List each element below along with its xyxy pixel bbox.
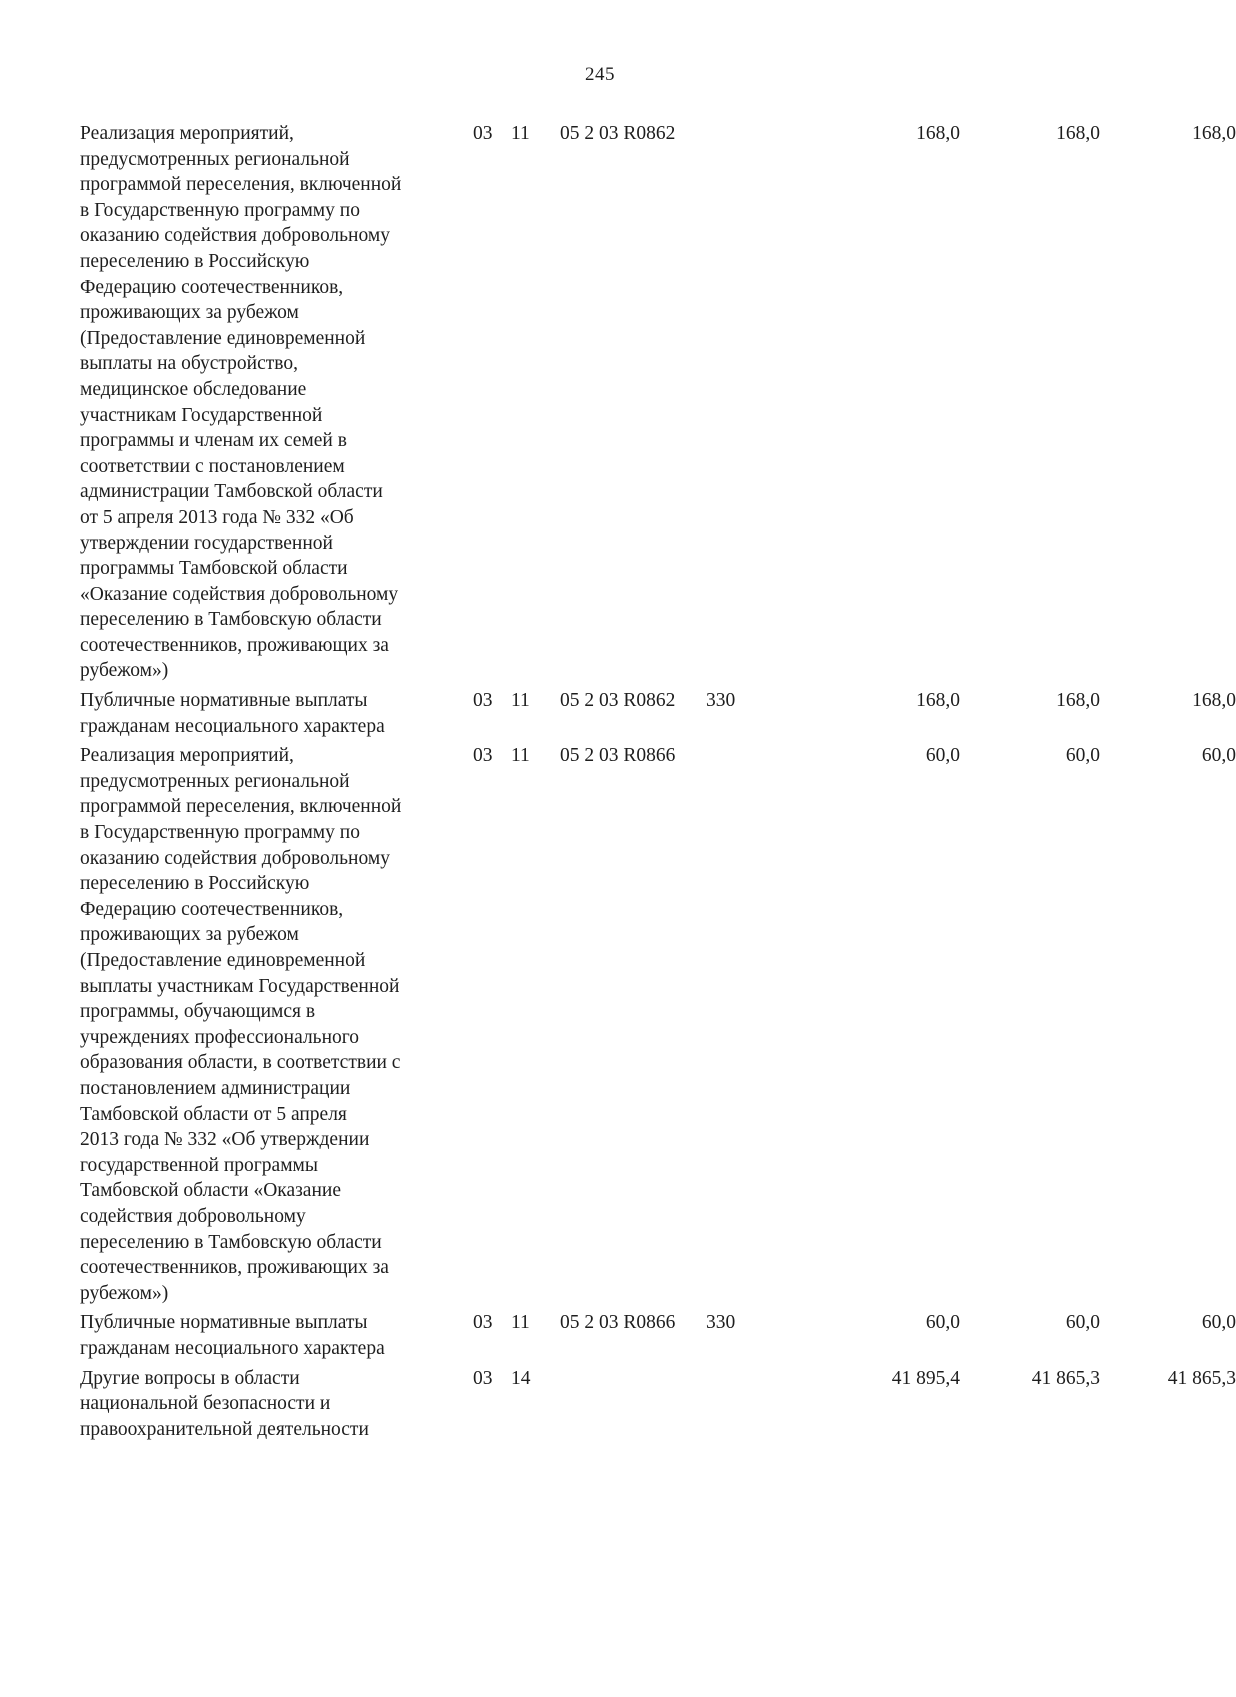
amount-year-3: 41 865,3 <box>1167 1367 1236 1389</box>
table-row <box>80 1366 1236 1443</box>
target-article-code: 05 2 03 R0866 <box>560 1312 676 1334</box>
expense-type-code: 330 <box>706 690 736 712</box>
row-description: Публичные нормативные выплаты гражданам несоциального характера <box>80 1312 385 1359</box>
table-row <box>80 121 1236 684</box>
table-row <box>80 688 1236 739</box>
subsection-code: 11 <box>511 1312 530 1334</box>
amount-year-3: 168,0 <box>1192 123 1236 144</box>
row-description: Публичные нормативные выплаты гражданам несоциального характера <box>80 690 385 737</box>
expense-type-code: 330 <box>706 1312 736 1334</box>
amount-year-1: 60,0 <box>925 1312 960 1334</box>
amount-year-2: 60,0 <box>1065 1312 1100 1334</box>
amount-year-1: 60,0 <box>925 745 960 767</box>
amount-year-3: 60,0 <box>1201 745 1236 767</box>
table-row <box>80 1310 1236 1361</box>
amount-year-1: 168,0 <box>916 123 960 144</box>
amount-year-1: 168,0 <box>916 690 960 712</box>
target-article-code: 05 2 03 R0862 <box>560 123 676 144</box>
amount-year-2: 41 865,3 <box>1031 1367 1100 1389</box>
amount-year-2: 168,0 <box>1056 690 1100 712</box>
target-article-code: 05 2 03 R0862 <box>560 690 676 712</box>
table-row <box>80 743 1236 1306</box>
section-code: 03 <box>473 745 493 767</box>
amount-year-3: 60,0 <box>1201 1312 1236 1334</box>
budget-table <box>80 121 1236 1446</box>
subsection-code: 11 <box>511 123 530 144</box>
row-description: Реализация мероприятий, предусмотренных региональной программой переселения, включенной в Государственную программу по оказанию содействия добровольному переселению в Российскую Федерацию соотечественников, проживающих за рубежом (Предоставление единовременной выплаты на обустройство, медицинское обследование участникам Государственной программы и членам их семей в соответствии с постановлением администрации Тамбовской области от 5 апреля 2013 года № 332 «Об утверждении государственной программы Тамбовской области «Оказание содействия добровольному переселению в Тамбовскую области соотечественников, проживающих за рубежом») <box>80 123 402 682</box>
section-code: 03 <box>473 690 493 712</box>
subsection-code: 14 <box>511 1367 531 1389</box>
subsection-code: 11 <box>511 745 530 767</box>
section-code: 03 <box>473 1367 493 1389</box>
target-article-code: 05 2 03 R0866 <box>560 745 676 767</box>
row-description: Реализация мероприятий, предусмотренных региональной программой переселения, включенной в Государственную программу по оказанию содействия добровольному переселению в Российскую Федерацию соотечественников, проживающих за рубежом (Предоставление единовременной выплаты участникам Государственной программы, обучающимся в учреждениях профессионального образования области, в соответствии с постановлением администрации Тамбовской области от 5 апреля 2013 года № 332 «Об утверждении государственной программы Тамбовской области «Оказание содействия добровольному переселению в Тамбовскую области соотечественников, проживающих за рубежом») <box>80 745 402 1304</box>
amount-year-2: 60,0 <box>1065 745 1100 767</box>
page-number: 245 <box>585 64 615 85</box>
section-code: 03 <box>473 1312 493 1334</box>
amount-year-3: 168,0 <box>1192 690 1236 712</box>
section-code: 03 <box>473 123 493 144</box>
amount-year-2: 168,0 <box>1056 123 1100 144</box>
row-description: Другие вопросы в области национальной безопасности и правоохранительной деятельности <box>80 1367 369 1440</box>
subsection-code: 11 <box>511 690 530 712</box>
amount-year-1: 41 895,4 <box>891 1367 960 1389</box>
